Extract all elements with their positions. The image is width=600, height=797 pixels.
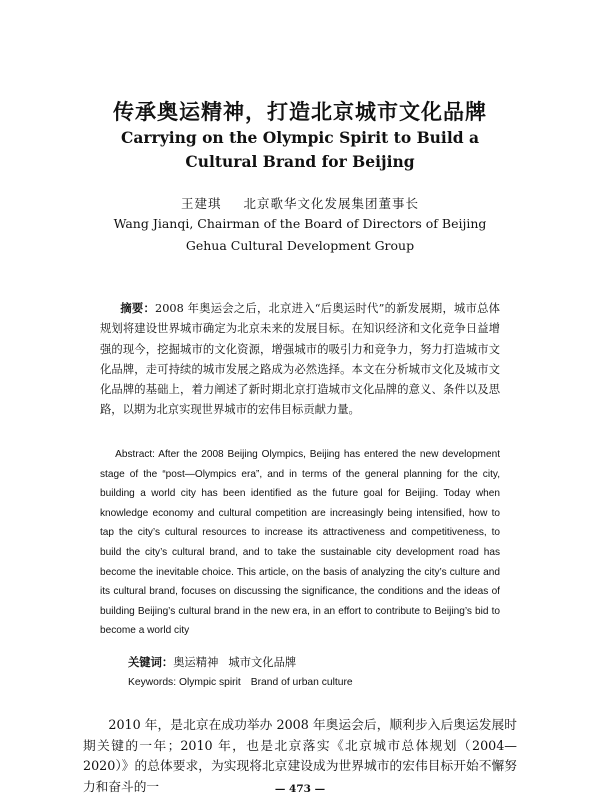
- keywords-label-en: Keywords:: [128, 677, 177, 688]
- abstract-chinese: [100, 298, 500, 421]
- keyword-en-2: Brand of urban culture: [250, 677, 353, 688]
- keyword-zh-1: 奥运精神: [173, 656, 219, 669]
- title-chinese: 传承奥运精神，打造北京城市文化品牌: [113, 99, 487, 124]
- keywords-english: [128, 677, 508, 688]
- abstract-text-en: After the 2008 Beijing Olympics, Beijing has entered the new development stage of the “post—Olympics era”, and in terms of the general planning for the city, building a world city has been identified as the future goal for Beijing. Today when knowledge economy and cultural competition are increasingly being intensified, how to tap the city’s cultural resources to increase its attractiveness and competitiveness, to build the city’s cultural brand, and to take the sustainable city development road has become the inevitable choice. This article, on the basis of analyzing the city’s culture and its cultural brand, focuses on discussing the significance, the conditions and the ideas of building Beijing’s cultural brand in the new era, in an effort to contribute to Beijing’s bid to become a world city: [100, 449, 500, 637]
- author-english-line2: Gehua Cultural Development Group: [185, 238, 415, 253]
- keywords-label-zh: 关键词：: [128, 655, 174, 669]
- page-number: — 473 —: [274, 783, 326, 795]
- abstract-text-zh: 2008 年奥运会之后，北京进入“后奥运时代”的新发展期，城市总体规划将建设世界城市确定为北京未来的发展目标。在知识经济和文化竞争日益增强的现今，挖掘城市的文化资源，增强城市的吸引力和竞争力，努力打造城市文化品牌，走可持续的城市发展之路成为必然选择。本文在分析城市文化及城市文化品牌的基础上，着力阐述了新时期北京打造城市文化品牌的意义、条件以及思路，以期为北京实现世界城市的宏伟目标贡献力量。: [100, 302, 500, 417]
- author-chinese: [0, 194, 600, 212]
- title-english-line1: Carrying on the Olympic Spirit to Build a: [120, 128, 479, 147]
- abstract-label-zh: 摘要：: [120, 301, 156, 315]
- keyword-zh-2: 城市文化品牌: [228, 656, 297, 669]
- keyword-en-1: Olympic spirit: [178, 677, 241, 688]
- body-paragraph: 2010 年，是北京在成功举办 2008 年奥运会后，顺利步入后奥运发展时期关键的一年；2010 年，也是北京落实《北京城市总体规划（2004—2020）》的总体要求，为实现将北京建设成为世界城市的宏伟目标开始不懈努力和奋斗的一: [83, 717, 517, 794]
- author-affiliation-zh: 北京歌华文化发展集团董事长: [243, 196, 420, 211]
- title-english-line2: Cultural Brand for Beijing: [185, 152, 415, 171]
- keywords-chinese: [128, 654, 508, 670]
- author-english-line1: Wang Jianqi, Chairman of the Board of Directors of Beijing: [113, 216, 487, 231]
- author-name-zh: 王建琪: [180, 196, 222, 211]
- abstract-english: [100, 445, 500, 641]
- abstract-label-en: Abstract:: [115, 449, 155, 460]
